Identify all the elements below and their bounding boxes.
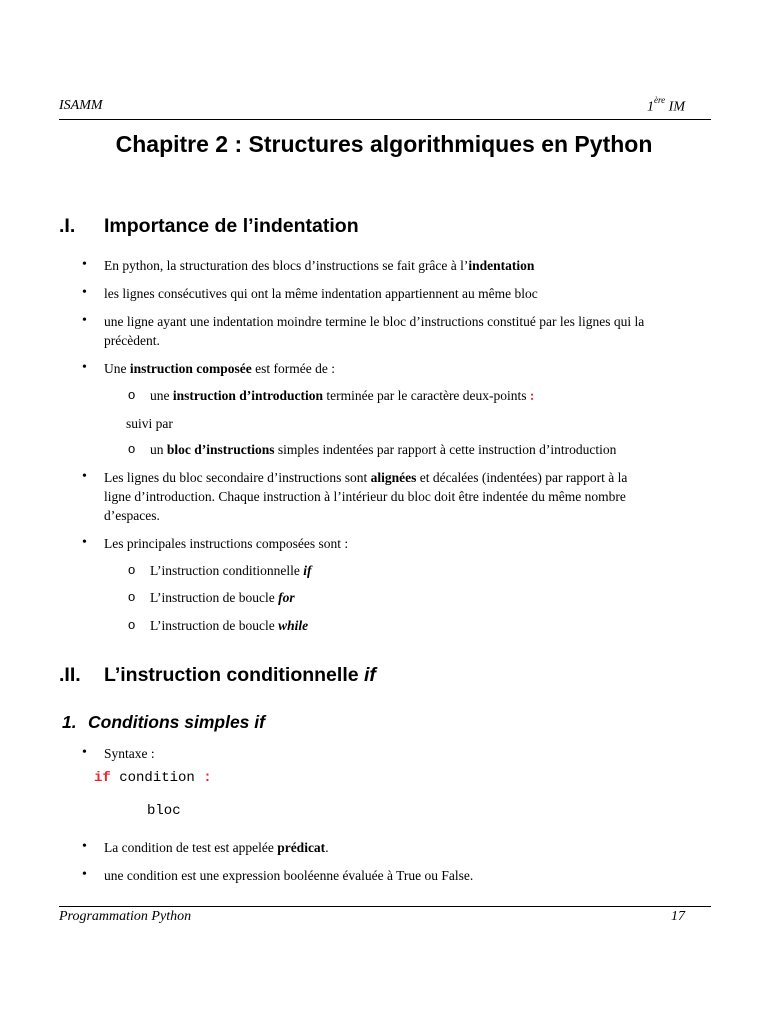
suivi-par-text: suivi par: [126, 416, 173, 431]
page-number: 17: [671, 909, 685, 924]
subsection-heading: 1. Conditions simples if: [62, 712, 265, 732]
page-footer: [59, 906, 711, 927]
circle-bullet-icon: o: [128, 387, 136, 402]
list-item: Les principales instructions composées sont :: [104, 536, 349, 551]
bullet-icon: •: [82, 535, 87, 550]
sub-list-item: L’instruction de boucle for: [150, 590, 295, 605]
bullet-icon: •: [82, 285, 87, 300]
sub-list-item: une instruction d’introduction terminée par le caractère deux-points :: [150, 388, 535, 403]
circle-bullet-icon: o: [128, 617, 136, 632]
circle-bullet-icon: o: [128, 441, 136, 456]
list-item: Une instruction composée est formée de :: [104, 361, 335, 376]
list-item: les lignes consécutives qui ont la même indentation appartiennent au même bloc: [104, 286, 538, 301]
bullet-icon: •: [82, 745, 87, 760]
bullet-icon: •: [82, 313, 87, 328]
list-item: La condition de test est appelée prédicat.: [104, 840, 329, 855]
bullet-icon: •: [82, 360, 87, 375]
header-class: 1ère IM: [647, 95, 685, 115]
bullet-icon: •: [82, 257, 87, 272]
list-item-continuation: précèdent.: [104, 333, 160, 348]
code-line-if: if condition :: [94, 770, 212, 786]
circle-bullet-icon: o: [128, 589, 136, 604]
list-item: En python, la structuration des blocs d’instructions se fait grâce à l’indentation: [104, 258, 535, 273]
list-item: une ligne ayant une indentation moindre termine le bloc d’instructions constitué par les lignes qui la: [104, 314, 645, 329]
footer-course: Programmation Python: [59, 909, 192, 924]
circle-bullet-icon: o: [128, 562, 136, 577]
list-item-continuation: d’espaces.: [104, 508, 160, 523]
code-line-bloc: bloc: [147, 803, 181, 819]
list-item-continuation: ligne d’introduction. Chaque instruction à l’intérieur du bloc doit être indentée du même nombre: [104, 489, 626, 504]
section-heading-2: .II. L’instruction conditionnelle if: [59, 664, 376, 686]
bullet-icon: •: [82, 867, 87, 882]
sub-list-item: un bloc d’instructions simples indentées par rapport à cette instruction d’introduction: [150, 442, 617, 457]
bullet-icon: •: [82, 839, 87, 854]
page-header: [59, 97, 711, 120]
sub-list-item: L’instruction conditionnelle if: [150, 563, 312, 578]
list-item: Syntaxe :: [104, 746, 155, 761]
list-item: Les lignes du bloc secondaire d’instructions sont alignées et décalées (indentées) par rapport à la: [104, 470, 628, 485]
list-item: une condition est une expression booléenne évaluée à True ou False.: [104, 868, 474, 883]
sub-list-item: L’instruction de boucle while: [150, 618, 309, 633]
bullet-icon: •: [82, 469, 87, 484]
chapter-title: Chapitre 2 : Structures algorithmiques en Python: [115, 131, 653, 157]
header-institution: ISAMM: [59, 98, 103, 113]
section-heading-1: .I. Importance de l’indentation: [59, 215, 359, 237]
